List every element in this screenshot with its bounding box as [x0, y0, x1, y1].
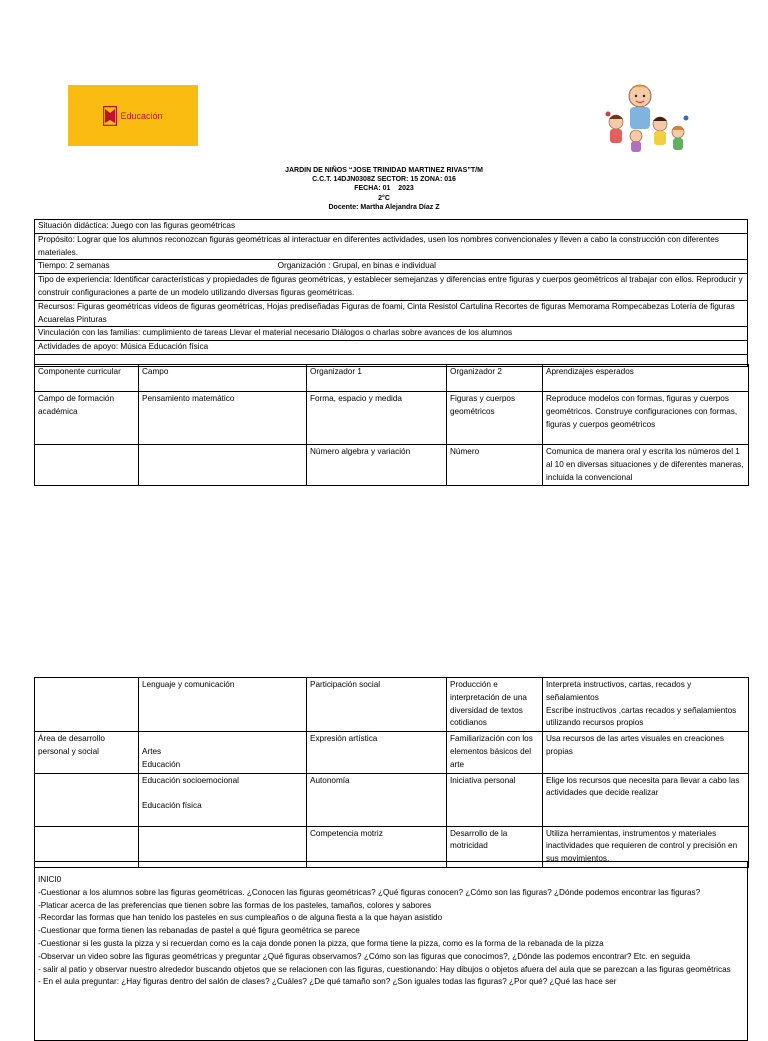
table-cell: Campo de formación académica: [35, 392, 139, 445]
table-cell: Pensamiento matemático: [139, 392, 307, 445]
inicio-line: - En el aula preguntar: ¿Hay figuras dentro del salón de clases? ¿Cuáles? ¿De qué tamaño son? ¿Son iguales todas las figuras? ¿Por qué? ¿Qué las hace ser: [38, 977, 617, 987]
proposito-cell: Propósito: Lograr que los alumnos reconozcan figuras geométricas al interactuar en diferentes actividades, usen los nombres convencionales y lleven a cabo la construcción con diferentes materiales.: [35, 233, 748, 260]
logo-text: Educación: [120, 110, 163, 121]
table-cell: Participación social: [307, 678, 447, 732]
document-header: [0, 166, 768, 212]
table-cell: Interpreta instructivos, cartas, recados y señalamientos Escribe instructivos ,cartas recados y señalamientos utilizando recursos propios: [543, 678, 749, 732]
teacher-line: Docente: Martha Alejandra Díaz Z: [328, 203, 440, 211]
table-cell: Forma, espacio y medida: [307, 392, 447, 445]
school-name: JARDIN DE NIÑOS “JOSE TRINIDAD MARTINEZ RIVAS”T/M: [285, 167, 483, 174]
table-cell: Autonomía: [307, 773, 447, 826]
table-row: [35, 773, 749, 826]
tiempo-cell: [35, 260, 748, 274]
education-logo: [68, 85, 198, 146]
table-cell: Comunica de manera oral y escrita los números del 1 al 10 en diversas situaciones y de diferentes maneras, incluida la convencional: [543, 445, 749, 486]
inicio-line: -Cuestionar si les gusta la pizza y si recuerdan como es la caja donde ponen la pizza, que forma tiene la pizza, como es la forma de la rebanada de la pizza: [38, 938, 604, 948]
curriculum-table-1: [34, 364, 749, 486]
table-cell: Número algebra y variación: [307, 445, 447, 486]
table-cell: Número: [447, 445, 543, 486]
header-cell: Organizador 1: [307, 365, 447, 392]
table-cell: Elige los recursos que necesita para llevar a cabo las actividades que decide realizar: [543, 773, 749, 826]
vinculacion-cell: Vinculación con las familias: cumplimiento de tareas Llevar el material necesario Diálogos o charlas sobre avances de los alumnos: [35, 327, 748, 341]
inicio-line: - salir al patio y observar nuestro alrededor buscando objetos que se relacionen con las figuras, cuestionando: Hay dibujos o objetos afuera del aula que se parezcan a las figuras geométricas: [38, 964, 731, 974]
situacion-cell: Situación didáctica: Juego con las figuras geométricas: [35, 220, 748, 234]
table-cell: Área de desarrollo personal y social: [35, 732, 139, 773]
curriculum-table-2: [34, 677, 749, 868]
organizacion-text: Organización : Grupal, en binas e individual: [277, 261, 436, 271]
table-header-row: [35, 365, 749, 392]
header-cell: Aprendizajes esperados: [543, 365, 749, 392]
table-cell: Competencia motriz: [307, 826, 447, 867]
table-cell: [35, 678, 139, 732]
table-cell: [35, 445, 139, 486]
date-line: [0, 184, 768, 193]
inicio-line: -Observar un video sobre las figuras geométricas y preguntar ¿Qué figuras observamos? ¿Cómo son las figuras que conocimos?, ¿Dónde las podemos encontrar? Etc. en seguida: [38, 951, 691, 961]
cct-line: C.C.T. 14DJN0308Z SECTOR: 15 ZONA: 016: [312, 176, 456, 184]
inicio-section: [34, 861, 748, 1041]
table-cell: Figuras y cuerpos geométricos: [447, 392, 543, 445]
header-cell: Componente curricular: [35, 365, 139, 392]
table-cell: [35, 773, 139, 826]
grade-line: 2°C: [378, 194, 390, 202]
date-label: FECHA: 01: [354, 185, 391, 193]
table-cell: Iniciativa personal: [447, 773, 543, 826]
planning-info-table: [34, 219, 748, 367]
table-cell: Producción e interpretación de una diversidad de textos cotidianos: [447, 678, 543, 732]
children-illustration: [600, 78, 692, 154]
table-cell: Expresión artística: [307, 732, 447, 773]
table-cell: Usa recursos de las artes visuales en creaciones propias: [543, 732, 749, 773]
date-year: 2023: [398, 185, 414, 193]
header-cell: Campo: [139, 365, 307, 392]
inicio-line: -Cuestionar que forma tienen las rebanadas de pastel a qué figura geométrica se parece: [38, 926, 360, 936]
table-cell: [139, 445, 307, 486]
table-cell: Reproduce modelos con formas, figuras y cuerpos geométricos. Construye configuraciones con formas, figuras y cuerpos geométricos: [543, 392, 749, 445]
table-row: [35, 678, 749, 732]
table-row: [35, 732, 749, 773]
table-cell: Utiliza herramientas, instrumentos y materiales inactividades que requieren de control y precisión en sus movimientos.: [543, 826, 749, 867]
inicio-line: -Recordar las formas que han tenido los pasteles en sus cumpleaños o de alguna fiesta a la que hayan asistido: [38, 913, 443, 923]
apoyo-cell: Actividades de apoyo: Música Educación física: [35, 341, 748, 355]
table-cell: Familiarización con los elementos básicos del arte: [447, 732, 543, 773]
table-row: [35, 392, 749, 445]
table-cell: Desarrollo de la motricidad: [447, 826, 543, 867]
table-cell: Artes Educación: [139, 732, 307, 773]
table-cell: Educación socioemocional Educación física: [139, 773, 307, 826]
table-row: [35, 445, 749, 486]
inicio-line: -Cuestionar a los alumnos sobre las figuras geométricas. ¿Conocen las figuras geométricas? ¿Qué figuras conocen? ¿Cómo son las figuras? ¿Dónde podemos encontrar las figuras?: [38, 887, 701, 897]
table-cell: Lenguaje y comunicación: [139, 678, 307, 732]
tiempo-text: Tiempo: 2 semanas: [38, 261, 110, 271]
book-logo-icon: [103, 106, 117, 126]
inicio-line: -Platicar acerca de las preferencias que tienen sobre las formas de los pasteles, tamaños, colores y sabores: [38, 900, 432, 910]
inicio-title: INICI0: [38, 875, 62, 884]
tipo-cell: Tipo de experiencia: Identificar características y propiedades de figuras geométricas, y establecer semejanzas y diferencias entre figuras y cuerpos geométricos al trabajar con ellos. Reproducir y construir configuraciones a parte de un modelo utilizando diversas figuras geométricas.: [35, 274, 748, 301]
recursos-cell: Recursos: Figuras geométricas videos de figuras geométricas, Hojas prediseñadas Figuras de foami, Cinta Resistol Cartulina Recortes de figuras Memorama Rompecabezas Lotería de figuras Acuarelas Pinturas: [35, 300, 748, 327]
header-cell: Organizador 2: [447, 365, 543, 392]
